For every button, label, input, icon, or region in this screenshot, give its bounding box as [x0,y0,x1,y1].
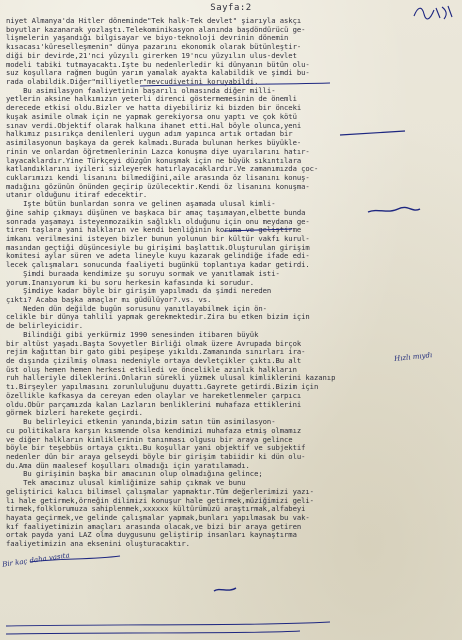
text-line: ruh halleriyle dileklerini.Onların sürekli yüzmek ulusal kimliklerini kazanıp [6,374,336,383]
text-line: Şimdi buraada kendimize şu soruyu sormak ve yanıtlamak isti- [6,269,280,278]
text-line: niyet Almanya'da Hitler döneminde"Tek halk-Tek devlet" şiarıyla askçı [6,17,302,25]
page-number: Sayfa:2 [210,3,252,13]
text-line: masından geçtiği düşüncesiyle bu girişimi başlattık.Oluşturulan girişim [6,243,310,252]
text-line: sonrada yaşamayı isteyenmozaikin sağlıklı olduğunu için onu meydana ge- [6,217,310,226]
text-line: faaliyetimizin ana eksenini oluşturacaktır. [6,540,190,549]
text-line: komitesi aylar süren ve adeta lineyle kuyu kazarak gelindiğe ifade edi- [6,252,310,261]
text-line: kıf faaliyetimizin amaçları arasında olacak,ve bizi bir araya getiren [6,522,302,531]
text-line: böyle bir teşebbüs ortaya çıktı.Bu koşullar yani objektif ve subjektif [6,444,306,453]
text-line: tiren taşlara yani halkların ve kendi benliğinin koruma ve geliştirme [6,226,302,235]
text-line: kısacası'küreselleşmenin" dünya pazarını ekonomik olarak bütünleştir- [6,43,302,52]
text-line: oldu.Öbür parçamızda kalan Lazların benliklerini muhafaza ettiklerini [6,400,302,409]
text-line: lişmelerin yaşandığı bilgisayar ve biyo-teknoloji devrinin dönemin [6,34,289,43]
text-line: nedenler dün bir araya gelseydi böyle bir girişim tabiidir ki dün olu- [6,452,306,461]
text-line: tı.Birşeyler yapılmasını zorunluluğunu duyattı.Gayrete getirdi.Bizim için [6,383,319,392]
text-line: lecek çalışmaları sonucunda faaliyeti bugünkü toplantıya kadar getirdi. [6,261,310,270]
text-line: halkımız pısırıkça denilenleri uygun adım yapınca artık ortadan bir [6,130,293,139]
typewritten-body [6,17,454,549]
text-line: üst oluş hemen hemen herkesi etkiledi ve öncelikle azınlık halkların [6,365,297,374]
text-line: rada olabildik.Diğer"milliyetler"mevcudiyetini koruyabildi. [6,78,259,87]
text-line: madığını gözünün önünden geçirip üzülecektir.Kendi öz lisanını konuşma- [6,182,310,191]
text-line: de belirleyicidir. [6,322,83,331]
text-line: asimilasyonun başkaya da gerek kalmadı.Burada bulunan herkes büyükle- [6,139,302,148]
text-line: Şimdiye kadar böyle bir girişim yapılmadı da şimdi nereden [6,287,272,296]
text-line: cu politikalara karşın kısmende olsa kendimizi muhafaza etmiş olmamız [6,426,302,435]
text-line: geliştirici kalıcı bilimsel çalışmalar yapmaktır.Tüm değerlerimizi yazı- [6,487,314,496]
text-line: yorum.Inanıyorum ki bu soru herkesin kafasında ki sorudur. [6,278,255,287]
text-line: rejim kağıttan bir gato gibi peşipeşe yıkıldı.Zamanında sınırları ira- [6,348,306,357]
handwritten-margin-note: Hızlı mıydı [393,351,433,363]
text-line: Bilindiği gibi yerkürmiz 1990 senesinden itibaren büyük [6,330,259,339]
text-line: imkanı verilmesini isteyen bizler bunun yolunun bir kültür vakfı kurul- [6,234,310,243]
text-line: Işte bütün bunlardan sonra ve gelinen aşamada ulusal kimli- [6,200,276,209]
text-line: ve diğer halkların kimliklerinin tanınması olgusu bir araya gelince [6,435,293,444]
text-line: utanır olduğunu itiraf edecektir. [6,191,148,200]
text-line: tirmek,folklorumuza sahiplenmek,xxxxxx kültürümüzü araştırmak,alfabeyi [6,505,306,514]
text-line: diği bir devirde,21'nci yüzyılı girerken 19'ncu yüzyılın ulus-devlet [6,51,297,60]
text-line: Bu girişimin başka bir amacının olup olmadığına gelince; [6,470,263,479]
text-line: kuşak asimile olmak için ne yapmak gerekiyorsa onu yaptı ve çok kötü [6,112,297,121]
text-line: layacaklardır.Yine Türkçeyi düzgün konuşmak için ne büyük sıkıntılara [6,156,302,165]
text-line: modeli tabiki tutmayacaktı.Işte bu nedenlerledir ki dünyanın bütün olu- [6,60,310,69]
text-line: ğine sahip çıkmayı düşünen ve başkaca bir amaç taşımayan,elbette bunda [6,208,306,217]
text-line: cuklarımızı kendi lisanını bilmediğini,aile arasında öz lisanını konuş- [6,173,310,182]
text-line: rinin ve onlardan öğretmenlerinin Lazca konuşma diye uyarılarını hatır- [6,147,310,156]
text-line: sınav verdi.Objektif olarak halkına ihanet etti.Hal böyle olunca,yeni [6,121,302,130]
text-line: boyutlar kazanarak yozlaştı.Telekominikasyon alanında başdöndürücü ge- [6,25,306,34]
text-line: derecede etkisi oldu.Bizler ve hatta diyebiliriz ki bizden bir önceki [6,104,302,113]
text-line: çıktı? Acaba başka amaçlar mı güdülüyor?.vs. vs. [6,296,212,304]
text-line: görmek bizleri harekete geçirdi. [6,409,143,418]
handwritten-left-note: Bir kaç daha vasıta [1,551,71,569]
text-line: hayata geçirmek,ve gelinde çalışmalar yapmak,bunları yapılmasak bu vak- [6,513,310,522]
text-line: yetlerin aksine halkımızın yeterli direnci göstermemesinin de önemli [6,95,297,104]
text-line: celikle bir dünya tahlili yapmak gerekmektedir.Zira bu etken bizim için [6,313,310,322]
text-line: Tek amacımız ulusal kimliğimize sahip çıkmak ve bunu [6,479,246,488]
text-line: lı hale getirmek,örneğin dilimizi konuşur hale getirmek,müziğimizi geli- [6,496,314,505]
text-line: ortak payda yani LAZ olma duygusunu geliştirip insanları kaynaştırma [6,531,297,540]
text-line: Neden dün değilde bugün sorusunu yanıtlayabilmek için ön- [6,304,267,313]
text-line: katlandıklarını iyileri sizleyerek hatırlayacaklardır.Ve zamanımızda çoc- [6,165,319,174]
text-line: du.Ama dün maalesef koşulları olmadığı için yaratılamadı. [6,461,250,470]
text-line: Bu belirleyici etkenin yanında,bizim satın tüm asimilasyon- [6,418,276,427]
text-line: suz koşullara rağmen bugün yarım yamalak ayakta kalabildik ve şimdi bu- [6,69,310,78]
text-line: bir altüst yaşadı.Başta Sovyetler Birliği olmak üzere Avrupada birçok [6,339,302,348]
text-line: de dışında çizilmiş olması nedeniyle ortaya devletçikler çıktı.Bu alt [6,357,302,366]
text-line: özellikle kafkasya da cereyan eden olaylar ve hareketlenmeler çarpıcı [6,391,302,400]
text-line: Bu asimilasyon faaliyetinin başarılı olmasında diğer milli- [6,86,276,95]
